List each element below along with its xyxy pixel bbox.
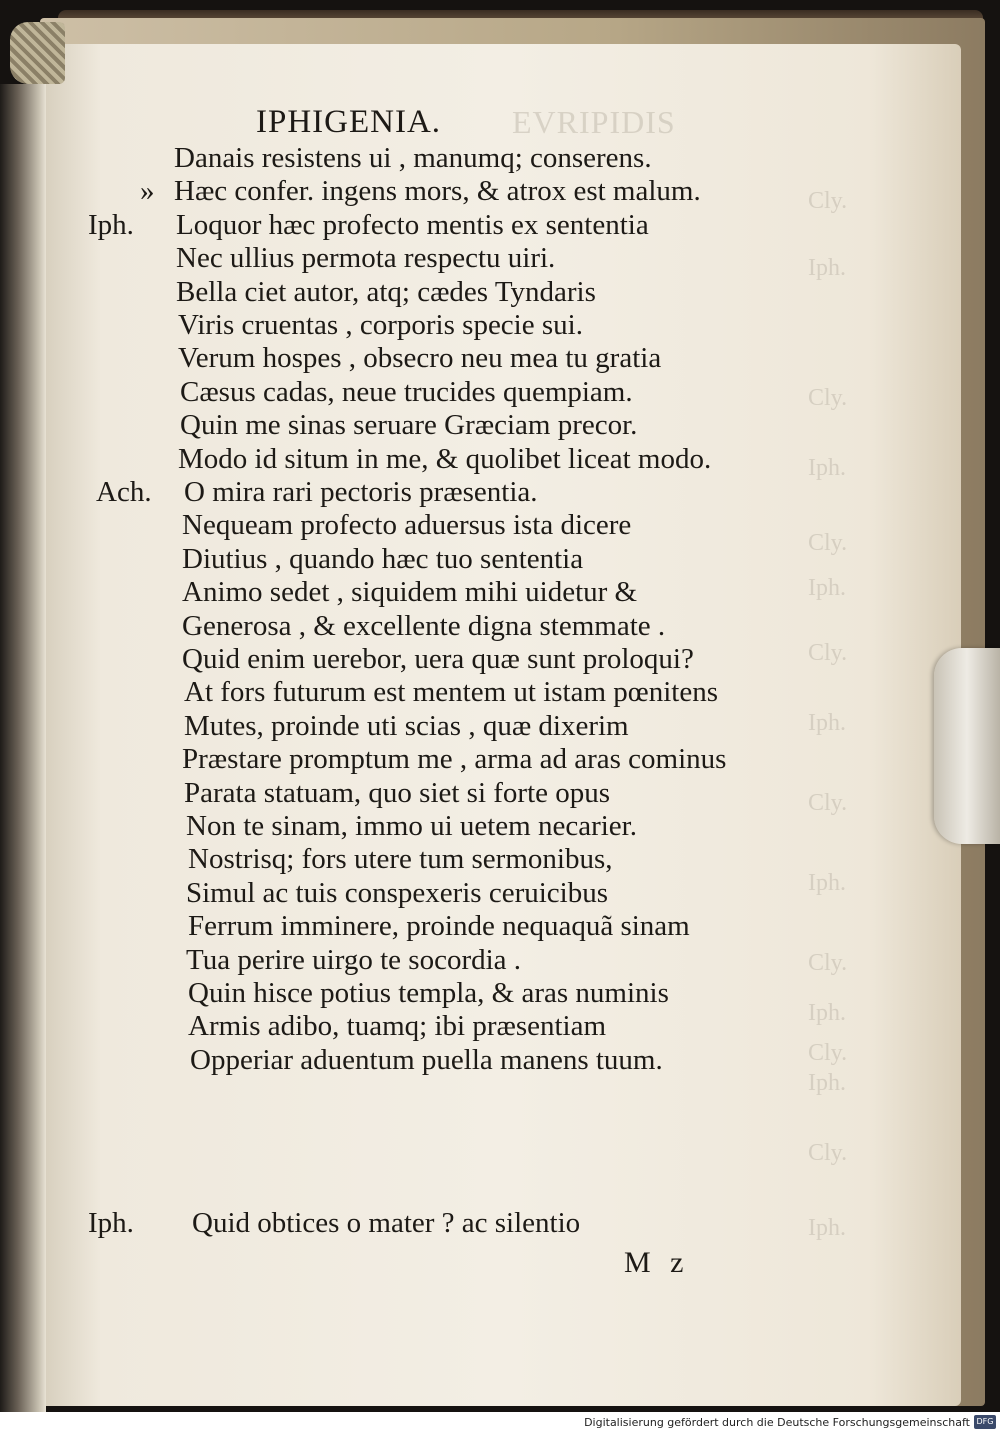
verse-text: Non te sinam, immo ui uetem necarier. <box>186 810 637 842</box>
verse-line <box>0 409 900 445</box>
running-head: IPHIGENIA. <box>256 104 442 140</box>
verse-line <box>0 576 900 612</box>
bleed-speaker-label: Iph. <box>808 575 846 601</box>
verse-text: Modo id situm in me, & quolibet liceat modo. <box>178 442 712 475</box>
verse-text: Diutius , quando hæc tuo sententia <box>182 542 584 575</box>
verse-line <box>0 910 900 946</box>
verse-text: Præstare promptum me , arma ad aras cominus <box>182 743 727 776</box>
verse-text: Viris cruentas , corporis specie sui. <box>178 309 583 341</box>
verse-line <box>0 1010 900 1046</box>
verse-line <box>0 610 900 646</box>
verse-line <box>0 676 900 712</box>
signature-mark: M z <box>624 1246 690 1279</box>
verse-text: Loquor hæc profecto mentis ex sententia <box>176 208 649 241</box>
verse-line <box>0 643 900 679</box>
verse-text: At fors futurum est mentem ut istam pœnitens <box>184 676 719 709</box>
verse-line <box>0 1207 900 1243</box>
verse-line <box>0 209 900 245</box>
verse-text: Verum hospes , obsecro neu mea tu gratia <box>178 342 662 375</box>
verse-line <box>0 276 900 312</box>
dfg-logo: DFG <box>974 1415 996 1429</box>
verse-text: Nequeam profecto aduersus ista dicere <box>182 509 632 542</box>
bleed-speaker-label: Iph. <box>808 1215 846 1241</box>
verse-line <box>0 777 900 813</box>
quotation-mark: » <box>140 175 155 208</box>
verse-text: Hæc confer. ingens mors, & atrox est malum. <box>174 175 701 208</box>
verse-text: Animo sedet , siquidem mihi uidetur & <box>182 576 638 609</box>
bleed-speaker-label: Cly. <box>808 1140 848 1166</box>
bleed-speaker-label: Cly. <box>808 790 848 816</box>
verse-line <box>0 944 900 980</box>
verse-line <box>0 543 900 579</box>
verse-text: Bella ciet autor, atq; cædes Tyndaris <box>176 275 596 308</box>
bleed-speaker-label: Iph. <box>808 1070 846 1096</box>
verse-text: Ferrum imminere, proinde nequaquã sinam <box>188 910 690 943</box>
verse-line <box>0 376 900 412</box>
mirror-header: EVRIPIDIS <box>512 104 676 140</box>
bleed-speaker-label: Cly. <box>808 640 848 666</box>
verse-text: Quin me sinas seruare Græciam precor. <box>180 409 638 442</box>
verse-text: Quid obtices o mater ? ac silentio <box>192 1207 581 1239</box>
speaker-label: Ach. <box>96 476 152 508</box>
verse-line <box>0 242 900 278</box>
verse-line <box>0 509 900 545</box>
verse-text: Cæsus cadas, neue trucides quempiam. <box>180 375 633 408</box>
verse-line <box>0 476 900 512</box>
verse-line <box>0 810 900 846</box>
bleed-speaker-label: Iph. <box>808 1000 846 1026</box>
verse-text: Quin hisce potius templa, & aras numinis <box>188 977 669 1009</box>
verse-line <box>0 342 900 378</box>
verse-text: Mutes, proinde uti scias , quæ dixerim <box>184 709 629 742</box>
verse-line <box>0 877 900 913</box>
verse-text: Opperiar aduentum puella manens tuum. <box>190 1043 663 1076</box>
verse-line <box>0 1044 900 1080</box>
bleed-speaker-label: Iph. <box>808 455 846 481</box>
bleed-speaker-label: Cly. <box>808 1040 848 1066</box>
speaker-label: Iph. <box>88 208 134 241</box>
verse-line <box>0 142 900 178</box>
speaker-label: Iph. <box>88 1207 134 1239</box>
bleed-speaker-label: Iph. <box>808 255 846 281</box>
verse-text: Tua perire uirgo te socordia . <box>186 943 522 976</box>
verse-text: Generosa , & excellente digna stemmate . <box>182 609 666 642</box>
digitization-footer <box>0 1412 1000 1434</box>
verse-line <box>0 309 900 345</box>
verse-line <box>0 843 900 879</box>
bleed-speaker-label: Cly. <box>808 950 848 976</box>
verse-text: Parata statuam, quo siet si forte opus <box>184 776 611 809</box>
verse-line <box>0 710 900 746</box>
verse-text: O mira rari pectoris præsentia. <box>184 476 538 508</box>
verse-line <box>0 443 900 479</box>
verse-line <box>0 743 900 779</box>
verse-text: Quid enim uerebor, uera quæ sunt proloqui? <box>182 643 694 675</box>
bleed-speaker-label: Iph. <box>808 710 846 736</box>
footer-credit: Digitalisierung gefördert durch die Deutsche Forschungsgemeinschaft <box>584 1416 970 1429</box>
verse-text: Armis adibo, tuamq; ibi præsentiam <box>188 1010 607 1043</box>
bleed-speaker-label: Iph. <box>808 870 846 896</box>
bleed-speaker-label: Cly. <box>808 385 848 411</box>
verse-line <box>0 977 900 1013</box>
verse-text: Nostrisq; fors utere tum sermonibus, <box>188 843 613 876</box>
verse-text: Simul ac tuis conspexeris ceruicibus <box>186 876 609 909</box>
verse-line <box>0 175 900 211</box>
verse-text: Danais resistens ui , manumq; conserens. <box>174 142 652 174</box>
bleed-speaker-label: Cly. <box>808 188 848 214</box>
bleed-speaker-label: Cly. <box>808 530 848 556</box>
verse-text: Nec ullius permota respectu uiri. <box>176 242 556 275</box>
